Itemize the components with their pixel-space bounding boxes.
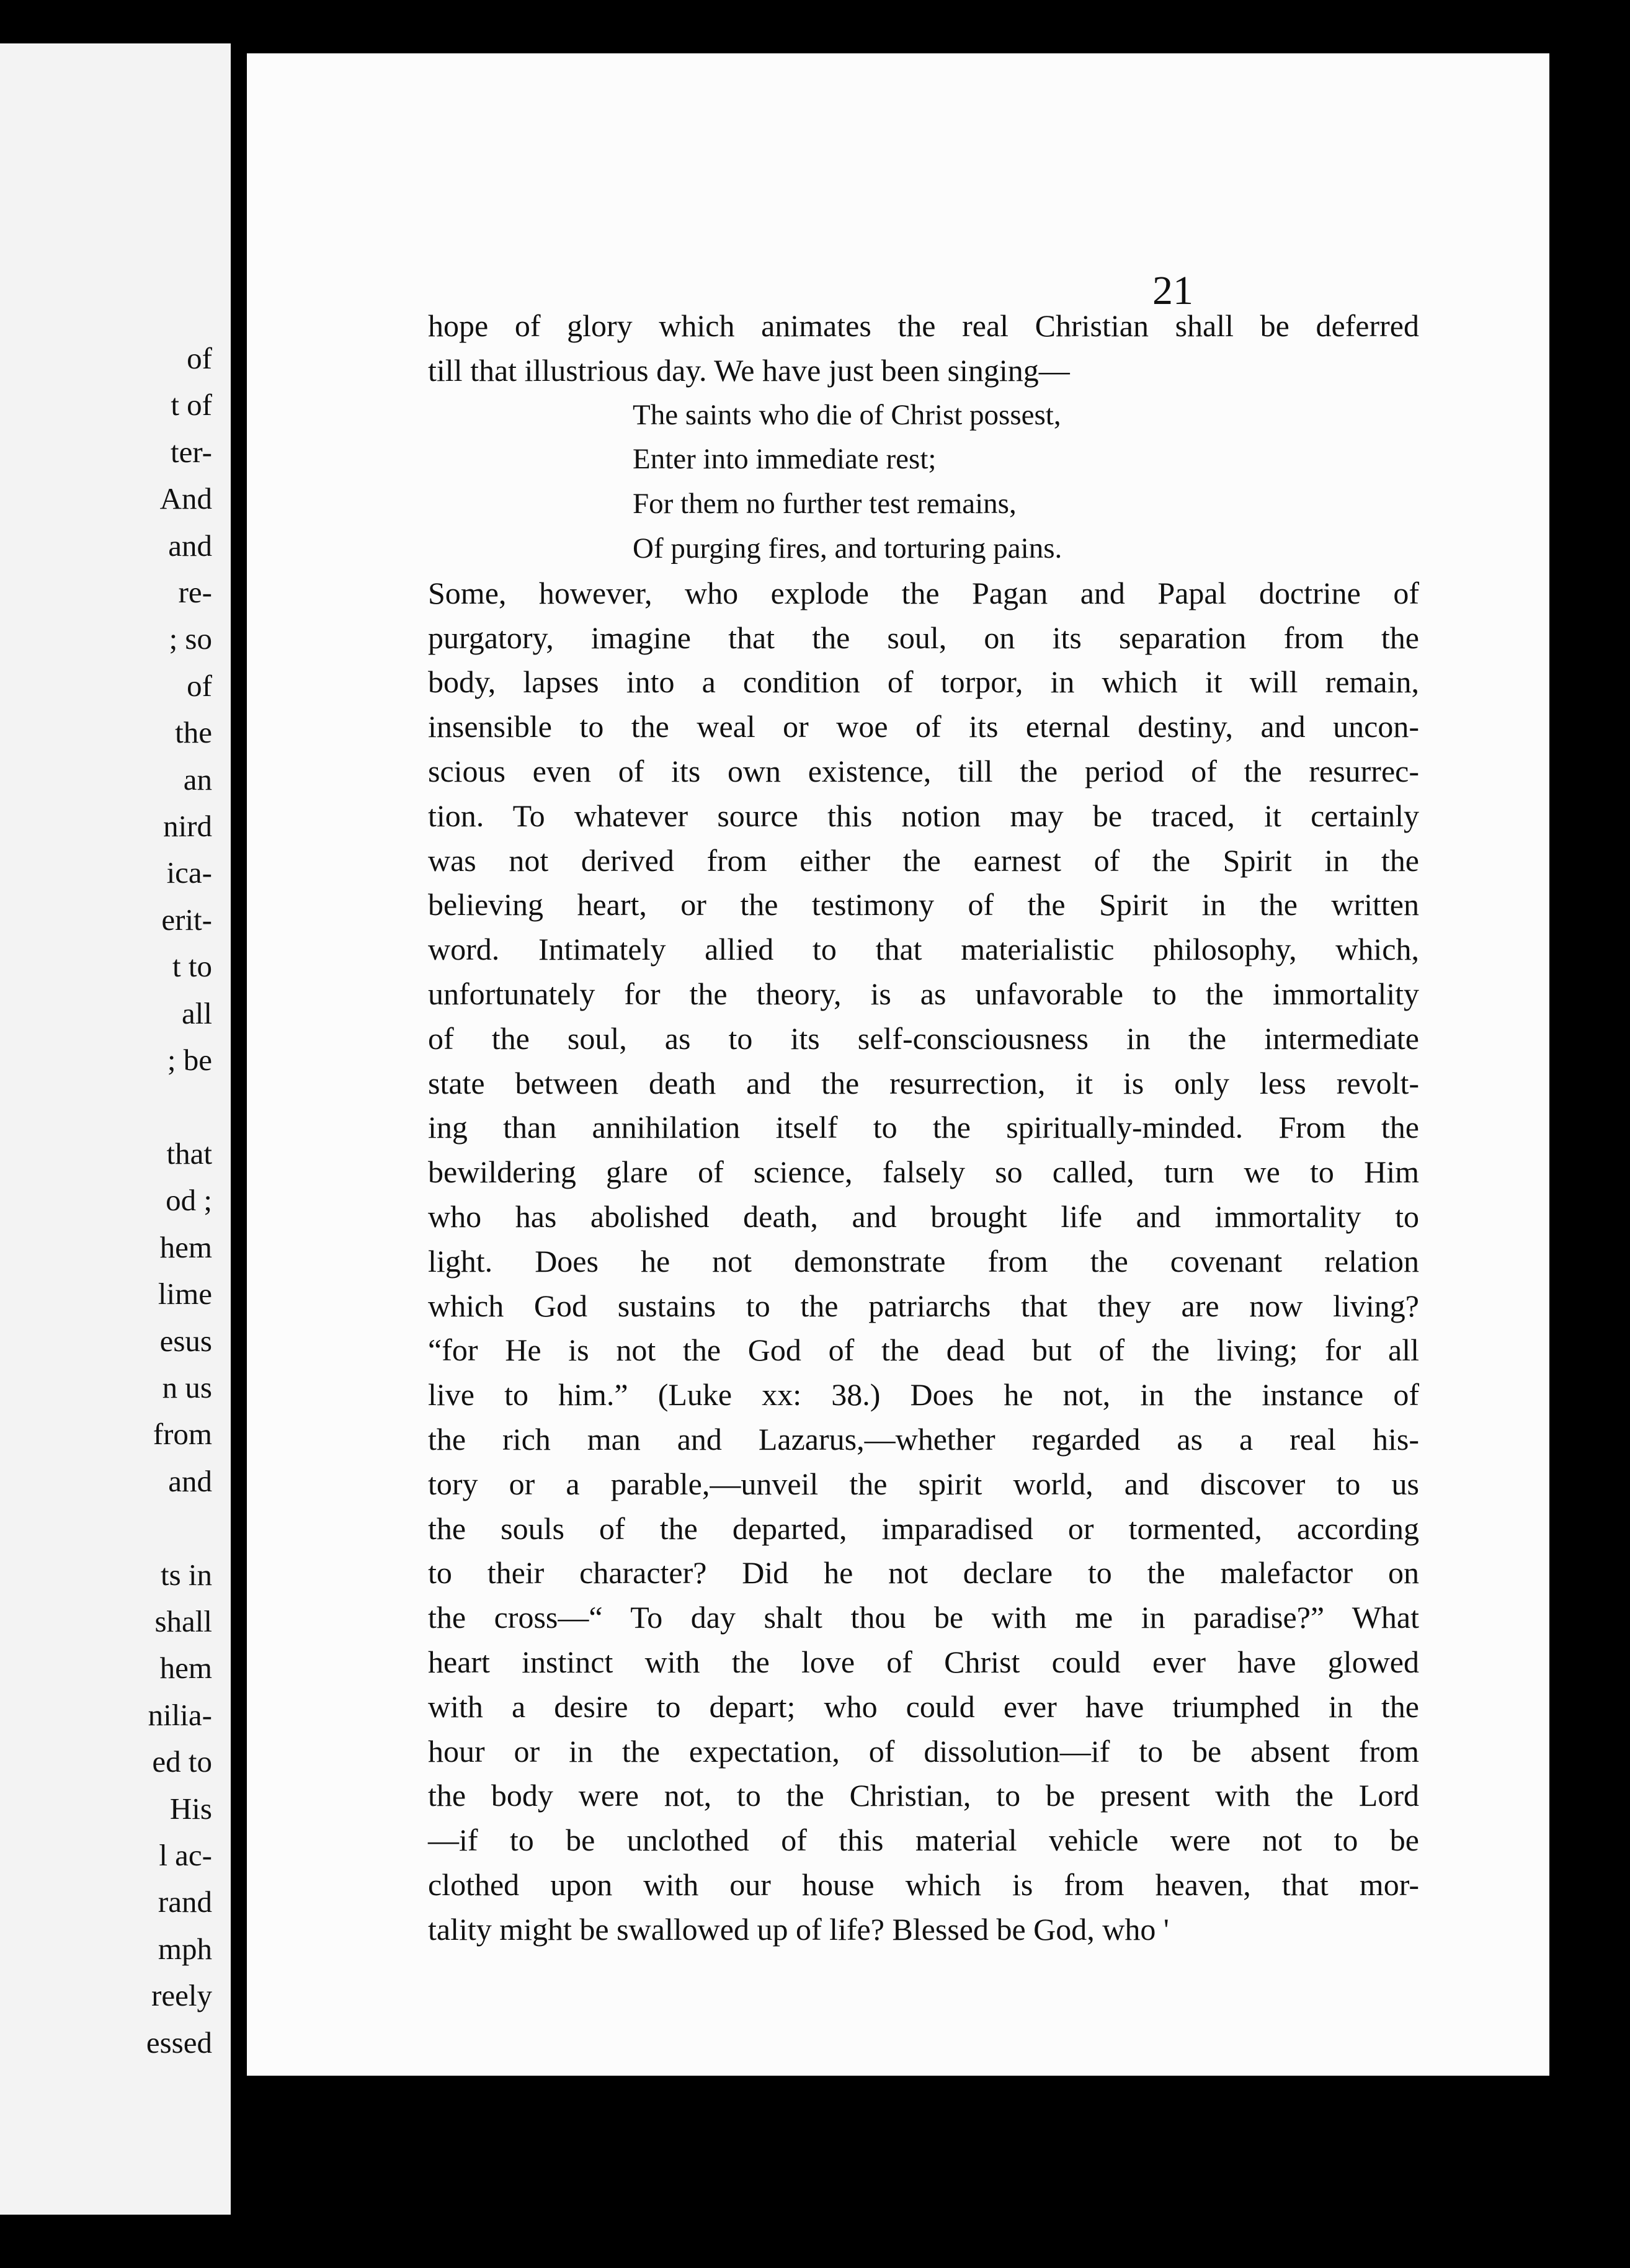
left-page-text (146, 335, 212, 2066)
text-line: unfortunately for the theory, is as unfavorable to the immortality (428, 976, 1419, 1011)
left-page-fragment-line: reely (151, 1978, 212, 2013)
text-line: to their character? Did he not declare to the malefactor on (428, 1555, 1419, 1591)
book-gutter (231, 37, 247, 2221)
paragraph-continuation (428, 304, 1419, 393)
text-line: till that illustrious day. We have just been singing— (428, 352, 1070, 388)
left-page-fragment-line: the (175, 715, 212, 750)
left-page-fragment-line: rand (158, 1885, 212, 1919)
left-page-fragment-line: His (169, 1791, 212, 1826)
text-line: ing than annihilation itself to the spiritually-minded. From the (428, 1110, 1419, 1145)
left-page-fragment-line: that (166, 1136, 212, 1171)
paragraph-main (428, 571, 1419, 1952)
left-page-fragment-line: t of (171, 388, 212, 422)
text-line: the rich man and Lazarus,—whether regarded as a real his- (428, 1421, 1419, 1457)
text-line: “for He is not the God of the dead but of the living; for all (428, 1333, 1419, 1368)
text-line: hope of glory which animates the real Christian shall be deferred (428, 308, 1419, 343)
left-page-fragment-line: mph (158, 1931, 212, 1966)
left-page-fragment-line: nilia- (148, 1697, 212, 1732)
left-page-fragment-line: ed to (152, 1744, 212, 1779)
left-page-fragment-line: ica- (166, 855, 212, 890)
left-page-fragment-line: hem (159, 1651, 212, 1685)
left-page-fragment-line: lime (158, 1277, 212, 1311)
left-page-fragment-line: and (168, 528, 212, 563)
left-page-fragment (0, 43, 231, 2215)
text-line: hour or in the expectation, of dissolution—if to be absent from (428, 1733, 1419, 1769)
text-line: the body were not, to the Christian, to be present with the Lord (428, 1778, 1419, 1813)
text-line: was not derived from either the earnest of the Spirit in the (428, 842, 1419, 878)
left-page-fragment-line: from (153, 1417, 212, 1452)
left-page-fragment-line: And (159, 481, 212, 516)
text-line: who has abolished death, and brought life and immortality to (428, 1199, 1419, 1234)
body-text (428, 304, 1419, 1952)
left-page-fragment-line: all (182, 996, 212, 1030)
text-line: purgatory, imagine that the soul, on its separation from the (428, 620, 1419, 655)
text-line: word. Intimately allied to that materialistic philosophy, which, (428, 932, 1419, 967)
verse-line: For them no further test remains, (633, 488, 1017, 520)
left-page-fragment-line: od ; (166, 1183, 212, 1218)
text-line: tion. To whatever source this notion may be traced, it certainly (428, 798, 1419, 833)
left-page-fragment-line: essed (146, 2025, 212, 2060)
text-line: Some, however, who explode the Pagan and Papal doctrine of (428, 575, 1419, 610)
left-page-fragment-line: of (187, 341, 212, 375)
text-line: clothed upon with our house which is from heaven, that mor- (428, 1867, 1419, 1902)
text-line: live to him.” (Luke xx: 38.) Does he not, in the instance of (428, 1377, 1419, 1413)
left-page-fragment-line: shall (154, 1604, 212, 1638)
left-page-fragment-line: ; so (169, 622, 212, 656)
left-page-fragment-line: hem (159, 1230, 212, 1264)
text-line: tory or a parable,—unveil the spirit world, and discover to us (428, 1466, 1419, 1501)
left-page-fragment-line: erit- (161, 902, 212, 937)
text-line: scious even of its own existence, till the period of the resurrec- (428, 753, 1419, 788)
text-line: believing heart, or the testimony of the Spirit in the written (428, 887, 1419, 922)
text-line: the cross—“ To day shalt thou be with me in paradise?” What (428, 1600, 1419, 1635)
left-page-fragment-line: n us (162, 1370, 212, 1404)
left-page-fragment-line: and (168, 1463, 212, 1498)
verse-line: Enter into immediate rest; (633, 443, 937, 476)
left-page-fragment-line: re- (178, 575, 212, 610)
text-line: body, lapses into a condition of torpor, in which it will remain, (428, 664, 1419, 700)
left-page-fragment-line: an (183, 762, 212, 797)
text-line: heart instinct with the love of Christ could ever have glowed (428, 1644, 1419, 1679)
left-page-fragment-line: nird (163, 809, 212, 844)
page-number: 21 (1152, 268, 1193, 313)
text-line: which God sustains to the patriarchs that they are now living? (428, 1288, 1419, 1323)
left-page-fragment-line: ; be (167, 1043, 212, 1078)
text-line: with a desire to depart; who could ever have triumphed in the (428, 1689, 1419, 1724)
left-page-fragment-line: t to (172, 949, 212, 984)
left-page-fragment-line: ts in (160, 1557, 212, 1592)
text-line: bewildering glare of science, falsely so called, turn we to Him (428, 1154, 1419, 1190)
left-page-fragment-line: l ac- (159, 1838, 212, 1872)
verse-quotation (428, 393, 1419, 571)
text-line: of the soul, as to its self-consciousness in the intermediate (428, 1020, 1419, 1056)
text-line: the souls of the departed, imparadised or tormented, according (428, 1511, 1419, 1546)
left-page-fragment-line: ter- (170, 434, 212, 469)
verse-line: The saints who die of Christ possest, (633, 398, 1061, 431)
left-page-fragment-line (146, 1084, 212, 1130)
text-line: insensible to the weal or woe of its eternal destiny, and uncon- (428, 709, 1419, 744)
left-page-fragment-line (146, 1504, 212, 1551)
text-line: —if to be unclothed of this material vehicle were not to be (428, 1823, 1419, 1858)
text-line: light. Does he not demonstrate from the covenant relation (428, 1243, 1419, 1279)
text-line: state between death and the resurrection, it is only less revolt- (428, 1065, 1419, 1101)
verse-line: Of purging fires, and torturing pains. (633, 532, 1062, 565)
text-line: tality might be swallowed up of life? Blessed be God, who ' (428, 1911, 1169, 1947)
left-page-fragment-line: of (187, 668, 212, 703)
left-page-fragment-line: esus (159, 1323, 212, 1358)
